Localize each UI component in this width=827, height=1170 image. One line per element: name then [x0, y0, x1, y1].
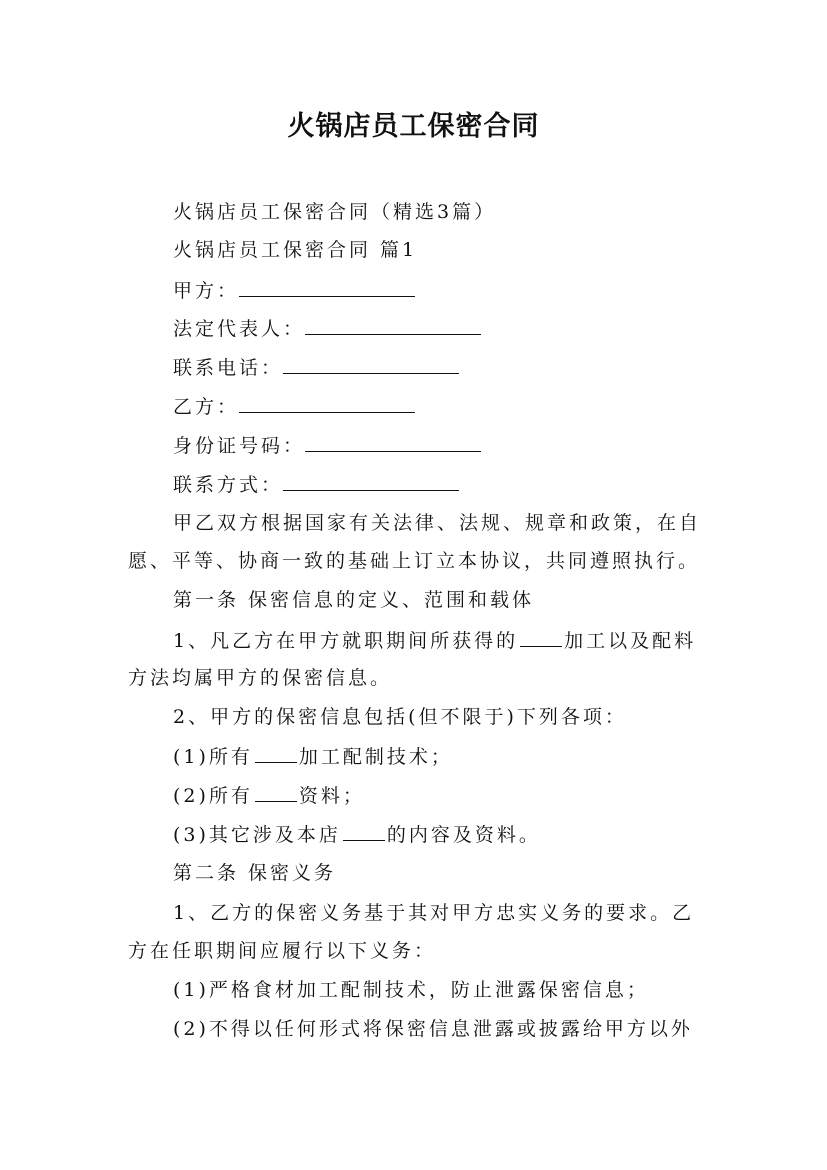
party-a-line	[173, 278, 773, 303]
party-b-blank[interactable]	[239, 394, 415, 413]
phone-label: 联系电话：	[173, 357, 284, 379]
party-a-label: 甲方：	[173, 280, 240, 302]
legal-rep-line	[173, 316, 773, 341]
id-number-line	[173, 433, 773, 458]
article1-heading: 第一条 保密信息的定义、范围和载体	[173, 589, 535, 611]
legal-rep-label: 法定代表人：	[173, 318, 306, 340]
document-title: 火锅店员工保密合同	[287, 111, 540, 142]
article1-item3-text-a: (3)其它涉及本店	[173, 824, 341, 846]
article1-item3	[173, 822, 773, 847]
article1-item2-blank[interactable]	[255, 783, 297, 802]
article1-clause1-text-b: 加工以及配料	[564, 630, 697, 652]
article1-clause1-text-a: 1、凡乙方在甲方就职期间所获得的	[173, 630, 519, 652]
article2-clause1: 1、乙方的保密义务基于其对甲方忠实义务的要求。乙	[173, 902, 695, 924]
article2-heading: 第二条 保密义务	[173, 862, 337, 884]
article2-clause1-cont: 方在任职期间应履行以下义务：	[128, 940, 437, 962]
article1-item3-text-b: 的内容及资料。	[386, 824, 541, 846]
phone-line	[173, 355, 773, 380]
article1-clause2: 2、甲方的保密信息包括(但不限于)下列各项：	[173, 706, 627, 728]
id-number-blank[interactable]	[305, 433, 481, 452]
document-subtitle: 火锅店员工保密合同（精选3篇）	[173, 201, 497, 223]
party-b-label: 乙方：	[173, 396, 240, 418]
article2-item1: (1)严格食材加工配制技术，防止泄露保密信息；	[173, 979, 649, 1001]
article2-item2: (2)不得以任何形式将保密信息泄露或披露给甲方以外	[173, 1018, 693, 1040]
party-a-blank[interactable]	[239, 278, 415, 297]
contact-label: 联系方式：	[173, 474, 284, 496]
article1-item1	[173, 744, 773, 769]
article1-clause1-blank[interactable]	[520, 628, 562, 647]
phone-blank[interactable]	[283, 355, 459, 374]
article1-clause1-cont: 方法均属甲方的保密信息。	[128, 667, 393, 689]
intro-line-1: 甲乙双方根据国家有关法律、法规、规章和政策，在自	[173, 512, 702, 534]
contact-blank[interactable]	[283, 472, 459, 491]
intro-line-2: 愿、平等、协商一致的基础上订立本协议，共同遵照执行。	[128, 550, 701, 572]
article1-clause1	[173, 628, 773, 653]
contact-line	[173, 472, 773, 497]
article1-item1-text-b: 加工配制技术；	[298, 746, 453, 768]
part-heading: 火锅店员工保密合同 篇1	[173, 239, 418, 261]
article1-item2-text-b: 资料；	[298, 785, 365, 807]
legal-rep-blank[interactable]	[305, 316, 481, 335]
article1-item2	[173, 783, 773, 808]
id-number-label: 身份证号码：	[173, 435, 306, 457]
party-b-line	[173, 394, 773, 419]
article1-item1-text-a: (1)所有	[173, 746, 253, 768]
article1-item3-blank[interactable]	[343, 822, 385, 841]
article1-item2-text-a: (2)所有	[173, 785, 253, 807]
article1-item1-blank[interactable]	[255, 744, 297, 763]
